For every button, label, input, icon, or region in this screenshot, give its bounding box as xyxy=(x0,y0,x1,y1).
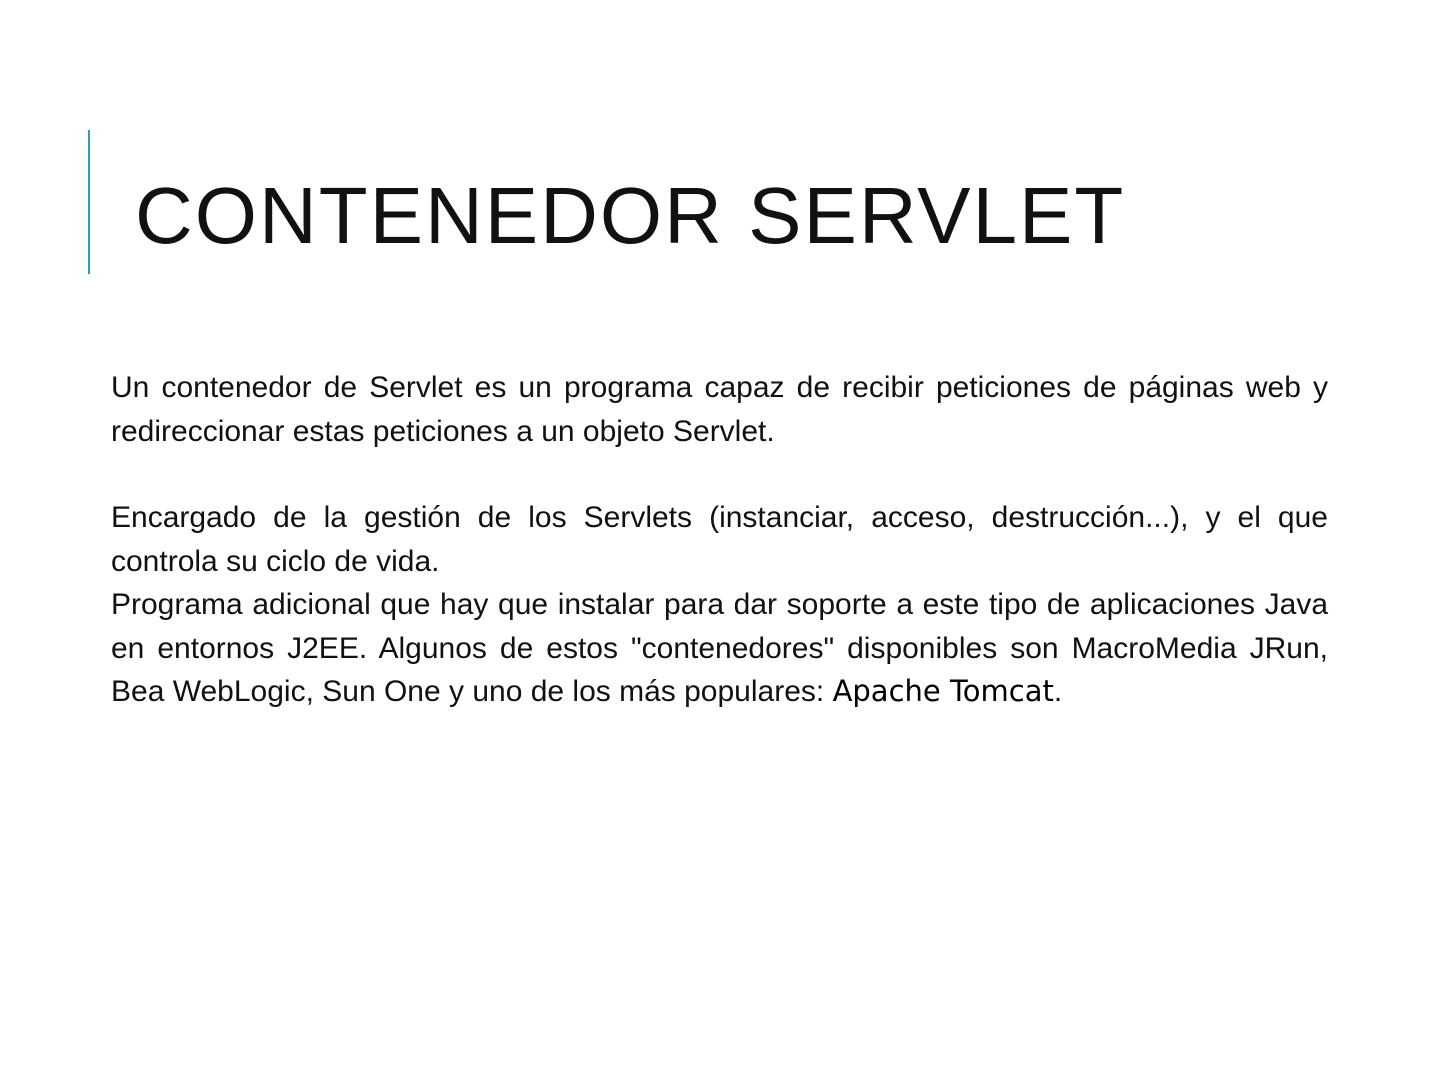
paragraph-examples xyxy=(111,583,1328,714)
paragraph-examples-end: . xyxy=(1053,675,1063,708)
paragraph-examples-text: Programa adicional que hay que instalar para dar soporte a este tipo de aplicaciones Java en entornos J2EE. Algunos de estos "contenedores" disponibles son MacroMedia JRun, Bea WebLogic, Sun One y uno de los más populares: xyxy=(111,588,1328,708)
apache-tomcat-highlight: Apache Tomcat xyxy=(832,674,1054,708)
slide-body xyxy=(111,366,1328,714)
slide-title: CONTENEDOR SERVLET xyxy=(135,171,1126,260)
paragraph-management: Encargado de la gestión de los Servlets (instanciar, acceso, destrucción...), y el que controla su ciclo de vida. xyxy=(111,501,1328,578)
title-accent-bar xyxy=(88,130,90,274)
paragraph-definition: Un contenedor de Servlet es un programa capaz de recibir peticiones de páginas web y redireccionar estas peticiones a un objeto Servlet. xyxy=(111,371,1328,448)
